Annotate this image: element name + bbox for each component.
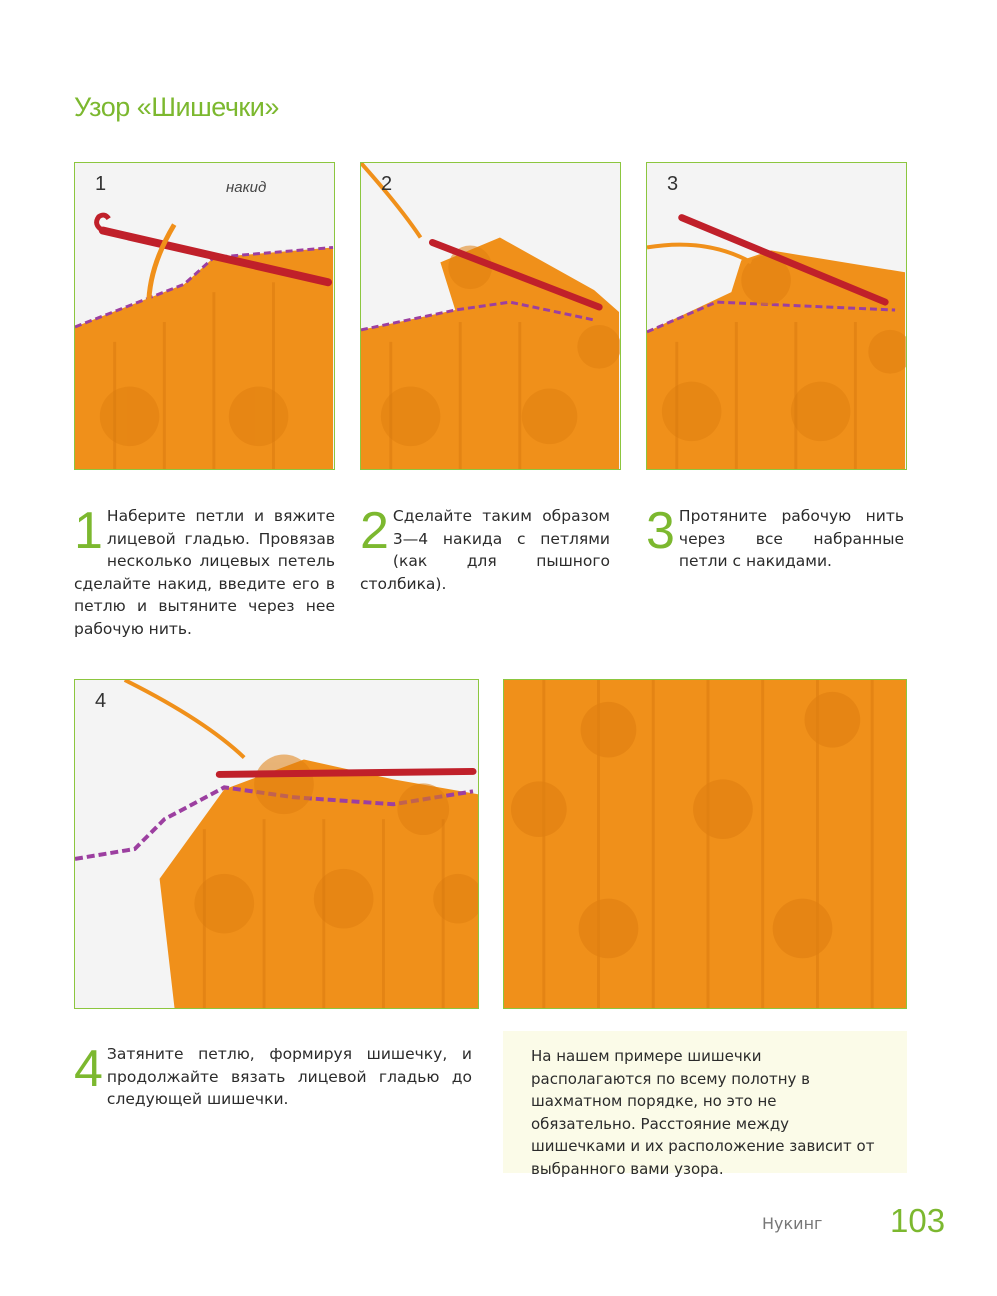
result-photo <box>503 679 907 1009</box>
step-description: Наберите петли и вяжите лицевой гладью. Провязав несколько лицевых петель сделайте накид, введите его в петлю и вытяните через нее рабочую нить. <box>74 507 335 638</box>
knitting-photo-illustration <box>361 163 620 469</box>
step-number: 2 <box>360 502 389 560</box>
step-4-text <box>74 1040 472 1111</box>
step-4-photo <box>74 679 479 1009</box>
step-1-photo <box>74 162 335 470</box>
step-number: 3 <box>646 502 675 560</box>
knitting-photo-illustration <box>75 163 334 469</box>
step-number: 1 <box>74 502 103 560</box>
photo-number: 3 <box>667 173 679 195</box>
step-description: Протяните рабочую нить через все набранные петли с накидами. <box>678 507 904 570</box>
knitting-photo-illustration <box>75 680 478 1008</box>
step-description: Затяните петлю, формируя шишечку, и продолжайте вязать лицевой гладью до следующей шишечки. <box>106 1045 472 1108</box>
page-title: Узор «Шишечки» <box>74 92 279 122</box>
knitting-photo-illustration <box>647 163 906 469</box>
step-description: Сделайте таким образом 3—4 накида с петлями (как для пышного столбика). <box>360 507 610 593</box>
photo-number: 2 <box>381 173 393 195</box>
note-box <box>503 1031 907 1178</box>
footer-book-label: Нукинг <box>762 1214 823 1233</box>
step-2-text <box>360 502 610 595</box>
photo-number: 1 <box>95 173 107 195</box>
step-3-photo <box>646 162 907 470</box>
photo-label-nakid: накид <box>226 179 267 196</box>
step-1-text <box>74 502 335 640</box>
step-3-text <box>646 502 904 573</box>
step-2-photo <box>360 162 621 470</box>
knitting-result-illustration <box>504 680 906 1008</box>
photo-number: 4 <box>95 690 107 712</box>
step-number: 4 <box>74 1040 103 1098</box>
note-text: На нашем примере шишечки располагаются по всему полотну в шахматном порядке, но это не обязательно. Расстояние между шишечками и их расположение зависит от выбранного вами узора. <box>531 1047 875 1178</box>
page-number: 103 <box>890 1202 946 1239</box>
